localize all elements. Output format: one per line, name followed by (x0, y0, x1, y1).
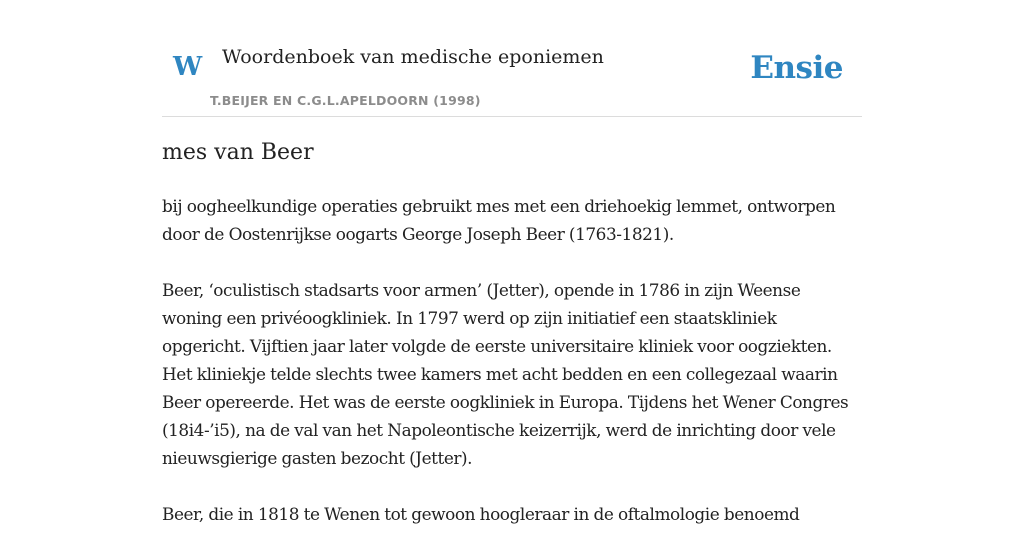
entry-body (162, 192, 862, 556)
entry-title: mes van Beer (162, 140, 314, 165)
ensie-logo[interactable]: Ensie (750, 50, 843, 86)
dictionary-authors: T.BEIJER EN C.G.L.APELDOORN (1998) (210, 93, 481, 108)
entry-paragraph: Beer, ‘oculistisch stadsarts voor armen’ (Jetter), opende in 1786 in zijn Weense woning een privéoogkliniek. In 1797 werd op zijn initiatief een staatskliniek opgericht. Vijftien jaar later volgde de eerste universitaire kliniek voor oogziekten. Het kliniekje telde slechts twee kamers met acht bedden en een collegezaal waarin Beer opereerde. Het was de eerste oogkliniek in Europa. Tijdens het Wener Congres (18i4-’i5), na de val van het Napoleontische keizerrijk, werd de inrichting door vele nieuwsgierige gasten bezocht (Jetter). (162, 280, 849, 468)
entry-paragraph: Beer, die in 1818 te Wenen tot gewoon hoogleraar in de oftalmologie benoemd (162, 504, 800, 524)
dictionary-header (162, 0, 862, 117)
dictionary-title[interactable]: Woordenboek van medische eponiemen (222, 46, 604, 68)
entry-paragraph: bij oogheelkundige operaties gebruikt mes met een driehoekig lemmet, ontworpen door de Oostenrijkse oogarts George Joseph Beer (1763-1821). (162, 196, 836, 244)
dictionary-logo-icon[interactable]: W (173, 52, 203, 82)
